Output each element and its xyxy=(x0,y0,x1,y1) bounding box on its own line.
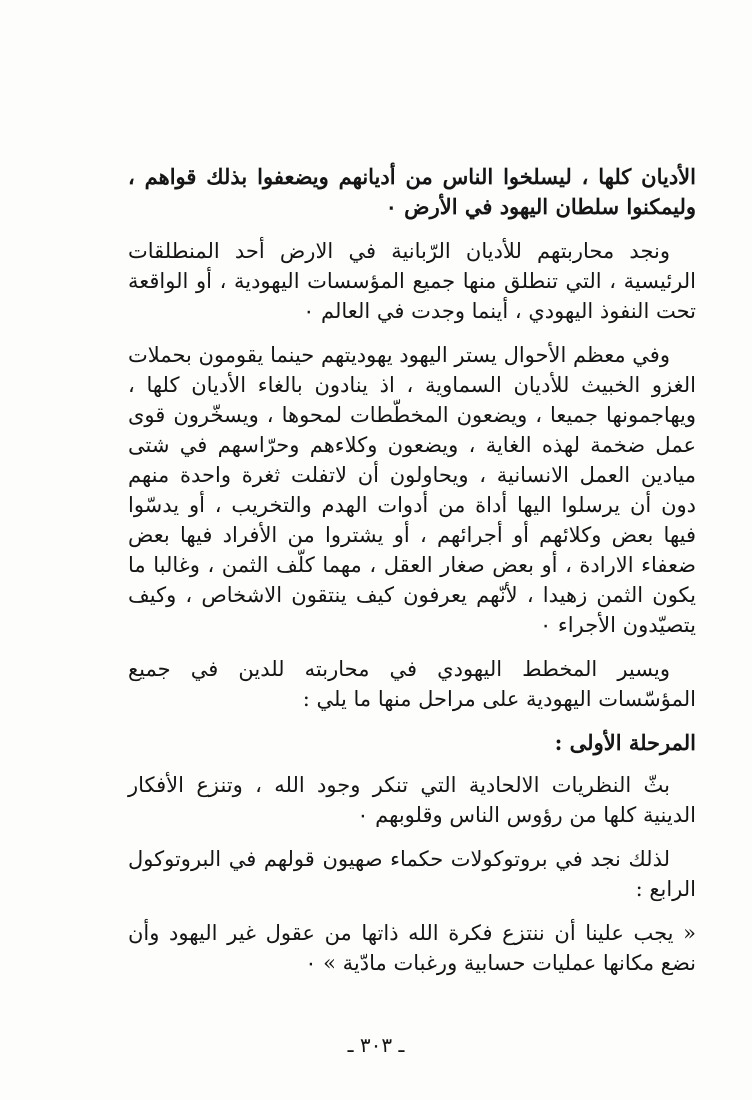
quote-paragraph: « يجب علينا أن ننتزع فكرة الله ذاتها من عقول غير اليهود وأن نضع مكانها عمليات حسابية ورغبات مادّية » ٠ xyxy=(128,921,696,975)
body-text xyxy=(128,162,696,992)
paragraph-6: لذلك نجد في بروتوكولات حكماء صهيون قولهم في البروتوكول الرابع : xyxy=(128,847,696,901)
paragraph-1: الأديان كلها ، ليسلخوا الناس من أديانهم ويضعفوا بذلك قواهم ، وليمكنوا سلطان اليهود في الأرض ٠ xyxy=(128,164,696,219)
paragraph-2: ونجد محاربتهم للأديان الرّبانية في الارض أحد المنطلقات الرئيسية ، التي تنطلق منها جميع المؤسسات اليهودية ، أو الواقعة تحت النفوذ اليهودي ، أينما وجدت في العالم ٠ xyxy=(128,239,696,323)
page-number: ـ ٣٠٣ ـ xyxy=(347,1033,405,1057)
paragraph-4: ويسير المخطط اليهودي في محاربته للدين في جميع المؤسّسات اليهودية على مراحل منها ما يلي : xyxy=(128,657,696,711)
paragraph-3: وفي معظم الأحوال يستر اليهود يهوديتهم حينما يقومون بحملات الغزو الخبيث للأديان السماوية ، اذ ينادون بالغاء الأديان كلها ، ويهاجمونها جميعا ، ويضعون المخطّطات لمحوها ، ويسخّرون قوى عمل ضخمة لهذه الغاية ، ويضعون وكلاءهم وحرّاسهم في شتى ميادين العمل الانسانية ، ويحاولون أن لاتفلت ثغرة واحدة منهم دون أن يرسلوا اليها أداة من أدوات الهدم والتخريب ، أو يدسّوا فيها بعض وكلائهم أو أجرائهم ، أو يشتروا من الأفراد فيها بعض ضعفاء الارادة ، أو بعض صغار العقل ، مهما كلّف الثمن ، وغالبا ما يكون الثمن زهيدا ، لأنّهم يعرفون كيف ينتقون الاشخاص ، وكيف يتصيّدون الأجراء ٠ xyxy=(128,343,696,637)
paragraph-5: بثّ النظريات الالحادية التي تنكر وجود الله ، وتنزع الأفكار الدينية كلها من رؤوس الناس وقلوبهم ٠ xyxy=(128,773,696,827)
section-heading: المرحلة الأولى : xyxy=(554,730,696,755)
